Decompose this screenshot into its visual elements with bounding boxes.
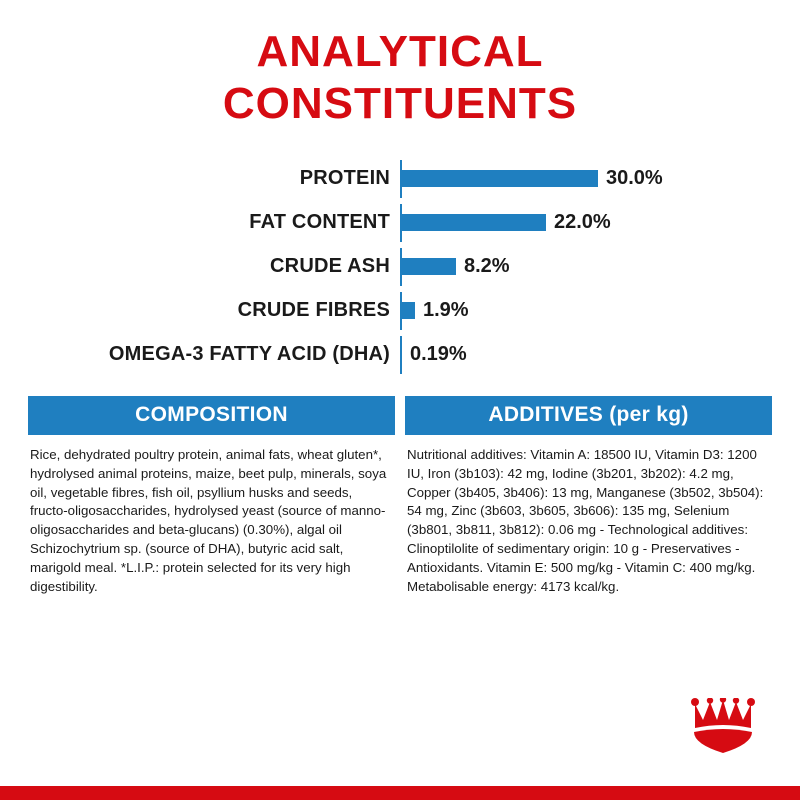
bar-fill: [402, 214, 546, 231]
bar-label: FAT CONTENT: [249, 211, 390, 234]
bar-value: 22.0%: [554, 211, 611, 234]
bar-fill: [402, 302, 415, 319]
bar-track: [400, 204, 770, 242]
bar-track: [400, 292, 770, 330]
additives-panel-header: ADDITIVES (per kg): [405, 396, 772, 435]
royal-canin-crown-logo: [690, 698, 756, 754]
chart-row: [30, 292, 770, 330]
bar-track: [400, 336, 770, 374]
bar-value: 8.2%: [464, 255, 510, 278]
page-title-line-2: CONSTITUENTS: [222, 78, 578, 128]
bar-label: CRUDE FIBRES: [237, 299, 390, 322]
bar-fill: [402, 170, 598, 187]
page-title-line-1: ANALYTICAL: [256, 27, 544, 76]
bar-value: 0.19%: [410, 343, 467, 366]
bar-track: [400, 248, 770, 286]
bar-track: [400, 160, 770, 198]
additives-panel: [405, 396, 772, 597]
bottom-accent-bar: [0, 786, 800, 800]
composition-panel-header: COMPOSITION: [28, 396, 395, 435]
composition-panel-body: Rice, dehydrated poultry protein, animal fats, wheat gluten*, hydrolysed animal proteins, maize, beet pulp, minerals, soya oil, vegetable fibres, fish oil, psyllium husks and seeds, fructo-oligosaccharides, hydrolysed yeast (source of manno-oligosaccharides and beta-glucans) (0.30%), algal oil Schizochytrium sp. (source of DHA), butyric acid salt, marigold meal. *L.I.P.: protein selected for its very high digestibility.: [30, 446, 387, 594]
bar-label: OMEGA-3 FATTY ACID (DHA): [108, 343, 390, 366]
bar-value: 30.0%: [606, 167, 663, 190]
composition-panel: [28, 396, 395, 597]
analytical-constituents-chart: [0, 160, 800, 374]
bar-label: PROTEIN: [299, 167, 390, 190]
info-panels: [28, 396, 772, 597]
chart-row: [30, 160, 770, 198]
bar-value: 1.9%: [423, 299, 469, 322]
bar-fill: [402, 258, 456, 275]
page-title: [0, 0, 800, 130]
chart-row: [30, 248, 770, 286]
additives-panel-body: Nutritional additives: Vitamin A: 18500 IU, Vitamin D3: 1200 IU, Iron (3b103): 42 mg, Iodine (3b201, 3b202): 4.2 mg, Copper (3b405, 3b406): 13 mg, Manganese (3b502, 3b504): 54 mg, Zinc (3b603, 3b605, 3b606): 135 mg, Selenium (3b801, 3b811, 3b812): 0.06 mg - Technological additives: Clinoptilolite of sedimentary origin: 10 g - Preservatives - Antioxidants. Vitamin E: 500 mg/kg - Vitamin C: 400 mg/kg. Metabolisable energy: 4173 kcal/kg.: [407, 446, 764, 594]
chart-row: [30, 336, 770, 374]
bar-label: CRUDE ASH: [270, 255, 390, 278]
chart-row: [30, 204, 770, 242]
